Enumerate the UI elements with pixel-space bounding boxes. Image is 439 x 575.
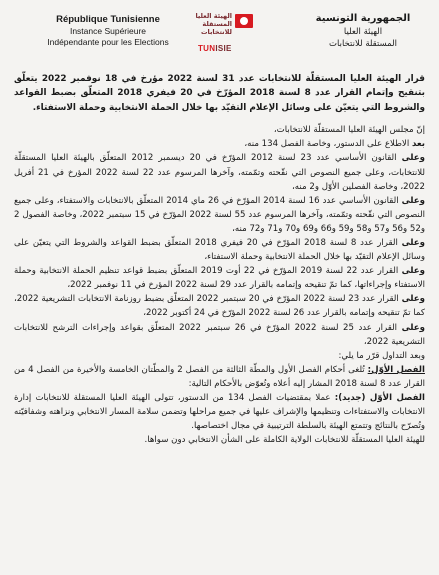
article-1 (14, 363, 425, 391)
header-ar-country: الجمهورية التونسية (315, 13, 411, 24)
visa-lead: وعلى (401, 266, 425, 277)
visa-lead: وعلى (401, 153, 426, 164)
deliberation-line: وبعد التداول قرّر ما يلي: (338, 350, 425, 361)
visa-decision-2019 (14, 264, 425, 292)
visa-text: القرار عدد 23 لسنة 2022 المؤرّخ في 20 سبتمبر 2022 المتعلّق بضبط روزنامة الانتخابات التشريعية 2022، كما تمّ تنقيحه وإتمامه بالقرار عدد 26 لسنة 2022 المؤرّخ في 24 أكتوبر 2022، (14, 294, 425, 319)
visa-law-2014 (14, 194, 425, 236)
header-fr-instance: Instance Supérieure (69, 26, 147, 36)
logo-isie-text (198, 44, 232, 53)
final-line: للهيئة العليا المستقلّة للانتخابات الولاية الكاملة على الشأن الانتخابي دون سواها. (144, 435, 425, 446)
header-fr-country: République Tunisienne (56, 14, 160, 25)
article-1-text: تُلغى أحكام الفصل الأول والمطّة الثالثة من الفصل 2 والمطّتان الخامسة والأخيرة من الفصل 4 من القرار عدد 8 لسنة 2018 المشار إليه أعلاه وتُعوّض بالأحكام التالية: (14, 364, 425, 389)
new-article-1-text: عملا بمقتضيات الفصل 134 من الدستور، تتولى الهيئة العليا المستقلة للانتخابات إدارة الانتخابات والاستفتاءات وتنظيمها والإشراف عليها في جميع مراحلها وتضمن سلامة المسار الانتخابي ونزاهته وشفافيّته وتُصرّح بالنتائج وتتمتع الهيئة بالسلطة الترتيبية في مجال اختصاصها. (14, 393, 425, 432)
header-ar-elections: المستقلة للانتخابات (328, 39, 397, 49)
logo-tun: TUN (198, 44, 216, 53)
visa-text: القرار عدد 25 لسنة 2022 المؤرّخ في 26 سبتمبر 2022 المتعلّق بقواعد وإجراءات الترشح للانتخابات التشريعية 2022، (14, 322, 425, 347)
header-arabic (303, 12, 423, 50)
visa-decision-2018 (14, 236, 425, 264)
visa-decision-2022-23 (14, 292, 425, 320)
visa-lead: وعلى (401, 237, 426, 248)
visa-text: القانون الأساسي عدد 16 لسنة 2014 المؤرّخ في 26 ماي 2014 المتعلّق بالانتخابات والاستفتاء، وعلى جميع النصوص التي نقّحته وتمّمته، وآخرها المرسوم عدد 55 لسنة 2022 المؤرّخ في 15 سبتمبر 2022، وخاصة الفصول 2 و52 و56 و57 و58 و59 و66 و69 و70 و71 و72 منه، (14, 195, 426, 234)
visa-lead: وعلى (401, 195, 426, 206)
visa-text: القرار عدد 22 لسنة 2019 المؤرّخ في 22 أوت 2019 المتعلّق بضبط قواعد تنظيم الحملة الانتخابية وحملة الاستفتاء وإجراءاتها، كما تمّ تنقيحه وإتمامه بالقرار عدد 29 لسنة 2022 المؤرخ في 11 نوفمبر 2022، (14, 266, 425, 291)
article-1-heading: الفصل الأوّل: (367, 364, 425, 375)
visa-law-2012 (14, 151, 425, 193)
isie-logo (192, 10, 254, 62)
header-french (28, 14, 188, 48)
visa-lead: وعلى (401, 322, 426, 333)
decision-title: قرار الهيئة العليا المستقلّة للانتخابات عدد 31 لسنة 2022 مؤرخ في 18 نوفمبر 2022 يتعلّق بتنقيح وإتمام القرار عدد 8 لسنة 2018 المؤرّخ في 20 فيفري 2018 المتعلّق بضبط القواعد والشروط التي يتعيّن على وسائل الإعلام التقيّد بها خلال الحملة الانتخابية وحملة الاستفتاء. (14, 74, 425, 113)
header-fr-elections: Indépendante pour les Elections (47, 37, 169, 47)
new-article-1-heading: الفصل الأوّل (جديد): (334, 393, 425, 403)
intro-line: إنّ مجلس الهيئة العليا المستقلّة للانتخابات، (273, 125, 425, 136)
visa-text: القانون الأساسي عدد 23 لسنة 2012 المؤرّخ في 20 ديسمبر 2012 المتعلّق بالهيئة العليا المستقلّة للانتخابات، وعلى جميع النصوص التي نقّحته وتمّمته، وآخرها المرسوم عدد 22 لسنة 2022 المؤرخ في 21 أفريل 2022، وخاصة الفصلين الأوّل و2 منه، (14, 153, 426, 192)
header-ar-instance: الهيئة العليا (343, 27, 383, 37)
tunisia-flag-icon (235, 14, 253, 28)
visa-decision-2022-25 (14, 321, 425, 349)
logo-arabic-text: الهيئة العليا المستقلة للانتخابات (195, 12, 232, 36)
visa-text: القرار عدد 8 لسنة 2018 المؤرّخ في 20 فيفري 2018 المتعلّق بضبط القواعد والشروط التي يتعيّن على وسائل الإعلام التقيّد بها خلال الحملة الانتخابية وحملة الاستفتاء، (14, 237, 425, 263)
decision-body (14, 72, 425, 447)
visa-lead: وعلى (401, 294, 426, 305)
visa-constitution (14, 137, 425, 151)
visa-text: الاطلاع على الدستور، وخاصة الفصل 134 منه، (244, 139, 412, 150)
new-article-1 (14, 391, 425, 433)
visa-lead: بعد (411, 139, 425, 150)
logo-isie: ISIE (215, 44, 232, 53)
